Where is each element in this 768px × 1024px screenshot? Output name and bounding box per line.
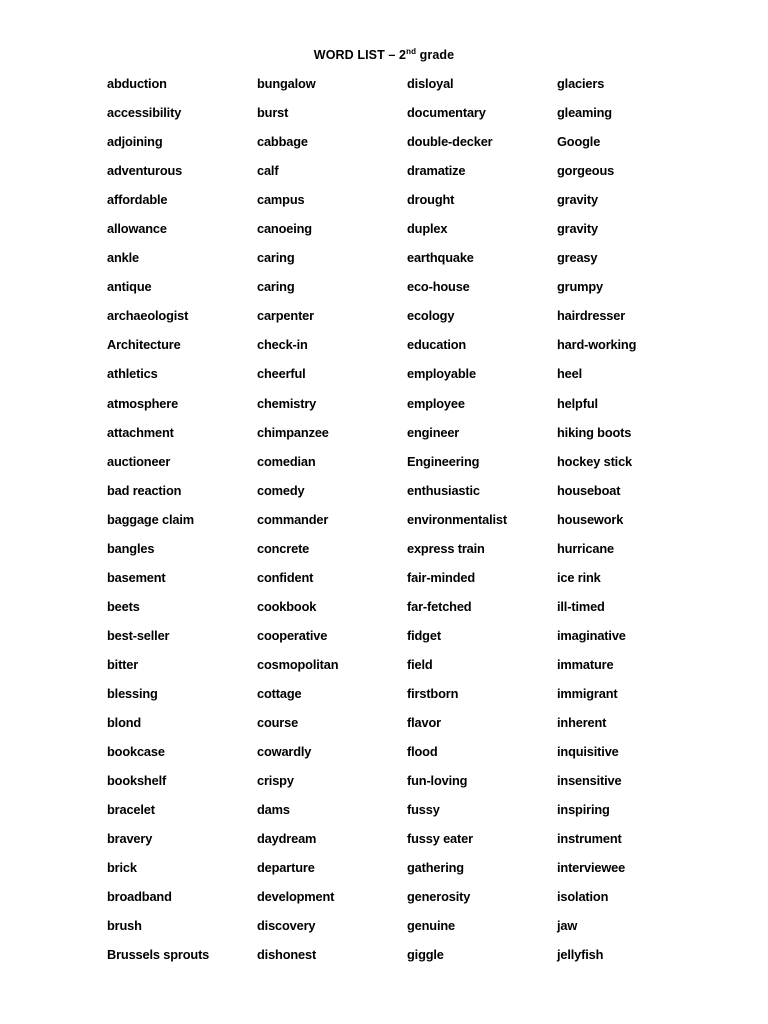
word-item: confident — [257, 569, 314, 585]
word-item: dishonest — [257, 947, 317, 963]
word-item: dramatize — [407, 163, 466, 179]
word-item: gathering — [407, 860, 464, 876]
word-column-1 — [107, 71, 257, 971]
word-item: ecology — [407, 308, 455, 324]
word-item: grumpy — [557, 279, 604, 295]
word-item: bookshelf — [107, 773, 167, 789]
word-item: field — [407, 656, 433, 672]
word-item: discovery — [257, 918, 316, 934]
word-item: bangles — [107, 540, 155, 556]
word-item: cookbook — [257, 598, 317, 614]
word-item: caring — [257, 250, 295, 266]
word-item: brush — [107, 918, 142, 934]
word-item: fidget — [407, 627, 441, 643]
word-item: gleaming — [557, 105, 612, 121]
word-item: generosity — [407, 889, 471, 905]
word-item: check-in — [257, 337, 308, 353]
word-item: best-seller — [107, 627, 170, 643]
word-item: bitter — [107, 656, 139, 672]
word-item: canoeing — [257, 221, 312, 237]
word-item: cabbage — [257, 134, 308, 150]
word-item: express train — [407, 540, 485, 556]
title-prefix: WORD LIST – 2 — [313, 48, 407, 62]
word-item: accessibility — [107, 105, 182, 121]
word-item: blessing — [107, 685, 158, 701]
word-item: bookcase — [107, 744, 165, 760]
word-item: departure — [257, 860, 315, 876]
word-item: duplex — [407, 221, 448, 237]
word-item: blond — [107, 715, 142, 731]
word-item: environmentalist — [407, 511, 508, 527]
word-item: flavor — [407, 715, 441, 731]
word-item: cottage — [257, 685, 302, 701]
word-item: engineer — [407, 424, 460, 440]
word-item: jaw — [557, 918, 578, 934]
word-item: comedy — [257, 482, 305, 498]
word-item: immature — [557, 656, 614, 672]
word-item: Architecture — [107, 337, 181, 353]
word-item: greasy — [557, 250, 598, 266]
word-item: bungalow — [257, 76, 316, 91]
word-item: glaciers — [557, 76, 605, 91]
word-item: hurricane — [557, 540, 614, 556]
word-item: calf — [257, 163, 279, 179]
word-item: jellyfish — [557, 947, 604, 963]
word-item: antique — [107, 279, 152, 295]
word-item: documentary — [407, 105, 486, 121]
word-item: interviewee — [557, 860, 626, 876]
word-item: gravity — [557, 192, 598, 208]
word-item: fun-loving — [407, 773, 468, 789]
word-item: caring — [257, 279, 295, 295]
word-item: athletics — [107, 366, 158, 382]
word-item: ice rink — [557, 569, 601, 585]
word-item: carpenter — [257, 308, 314, 324]
word-column-2 — [257, 71, 407, 971]
word-item: commander — [257, 511, 329, 527]
word-item: flood — [407, 744, 438, 760]
word-item: dams — [257, 802, 290, 818]
word-item: ankle — [107, 250, 139, 266]
word-item: daydream — [257, 831, 317, 847]
word-item: instrument — [557, 831, 622, 847]
word-item: housework — [557, 511, 624, 527]
word-item: attachment — [107, 424, 174, 440]
word-item: education — [407, 337, 467, 353]
word-item: bravery — [107, 831, 153, 847]
word-item: archaeologist — [107, 308, 189, 324]
word-item: hiking boots — [557, 424, 632, 440]
word-item: ill-timed — [557, 598, 605, 614]
word-item: atmosphere — [107, 395, 179, 411]
word-item: enthusiastic — [407, 482, 480, 498]
word-item: affordable — [107, 192, 168, 208]
word-item: houseboat — [557, 482, 621, 498]
word-item: burst — [257, 105, 289, 121]
word-item: inspiring — [557, 802, 610, 818]
word-item: broadband — [107, 889, 172, 905]
word-item: insensitive — [557, 773, 622, 789]
word-item: immigrant — [557, 685, 618, 701]
word-item: firstborn — [407, 685, 459, 701]
word-column-4 — [557, 71, 707, 971]
word-item: development — [257, 889, 335, 905]
word-item: heel — [557, 366, 583, 382]
word-item: earthquake — [407, 250, 474, 266]
word-item: imaginative — [557, 627, 626, 643]
word-item: employee — [407, 395, 465, 411]
word-item: employable — [407, 366, 476, 382]
word-list-columns — [107, 71, 707, 971]
word-item: crispy — [257, 773, 294, 789]
word-item: giggle — [407, 947, 444, 963]
word-item: inherent — [557, 715, 607, 731]
word-item: cheerful — [257, 366, 306, 382]
word-item: Google — [557, 134, 601, 150]
title-suffix: grade — [416, 48, 455, 62]
word-item: bad reaction — [107, 482, 182, 498]
word-item: gravity — [557, 221, 598, 237]
word-item: Brussels sprouts — [107, 947, 210, 963]
word-item: cooperative — [257, 627, 328, 643]
word-item: abduction — [107, 76, 167, 91]
word-item: allowance — [107, 221, 167, 237]
word-item: auctioneer — [107, 453, 171, 469]
word-item: chimpanzee — [257, 424, 329, 440]
word-item: far-fetched — [407, 598, 472, 614]
word-item: double-decker — [407, 134, 493, 150]
word-item: bracelet — [107, 802, 155, 818]
word-item: cowardly — [257, 744, 312, 760]
word-item: gorgeous — [557, 163, 615, 179]
word-item: genuine — [407, 918, 456, 934]
word-item: inquisitive — [557, 744, 619, 760]
word-column-3 — [407, 71, 557, 971]
word-item: adventurous — [107, 163, 183, 179]
word-item: eco-house — [407, 279, 470, 295]
word-item: fair-minded — [407, 569, 476, 585]
word-item: brick — [107, 860, 137, 876]
word-item: comedian — [257, 453, 316, 469]
word-item: fussy — [407, 802, 440, 818]
word-item: disloyal — [407, 76, 454, 91]
word-item: baggage claim — [107, 511, 194, 527]
word-item: campus — [257, 192, 305, 208]
word-item: chemistry — [257, 395, 317, 411]
word-item: drought — [407, 192, 455, 208]
word-item: hockey stick — [557, 453, 633, 469]
page-title — [0, 46, 768, 64]
title-superscript: nd — [406, 46, 417, 56]
word-item: hairdresser — [557, 308, 626, 324]
word-item: hard-working — [557, 337, 637, 353]
word-item: cosmopolitan — [257, 656, 339, 672]
word-item: adjoining — [107, 134, 163, 150]
word-item: beets — [107, 598, 140, 614]
word-item: Engineering — [407, 453, 480, 469]
word-item: helpful — [557, 395, 598, 411]
word-item: isolation — [557, 889, 609, 905]
word-item: basement — [107, 569, 166, 585]
word-item: concrete — [257, 540, 310, 556]
word-item: fussy eater — [407, 831, 473, 847]
word-item: course — [257, 715, 299, 731]
